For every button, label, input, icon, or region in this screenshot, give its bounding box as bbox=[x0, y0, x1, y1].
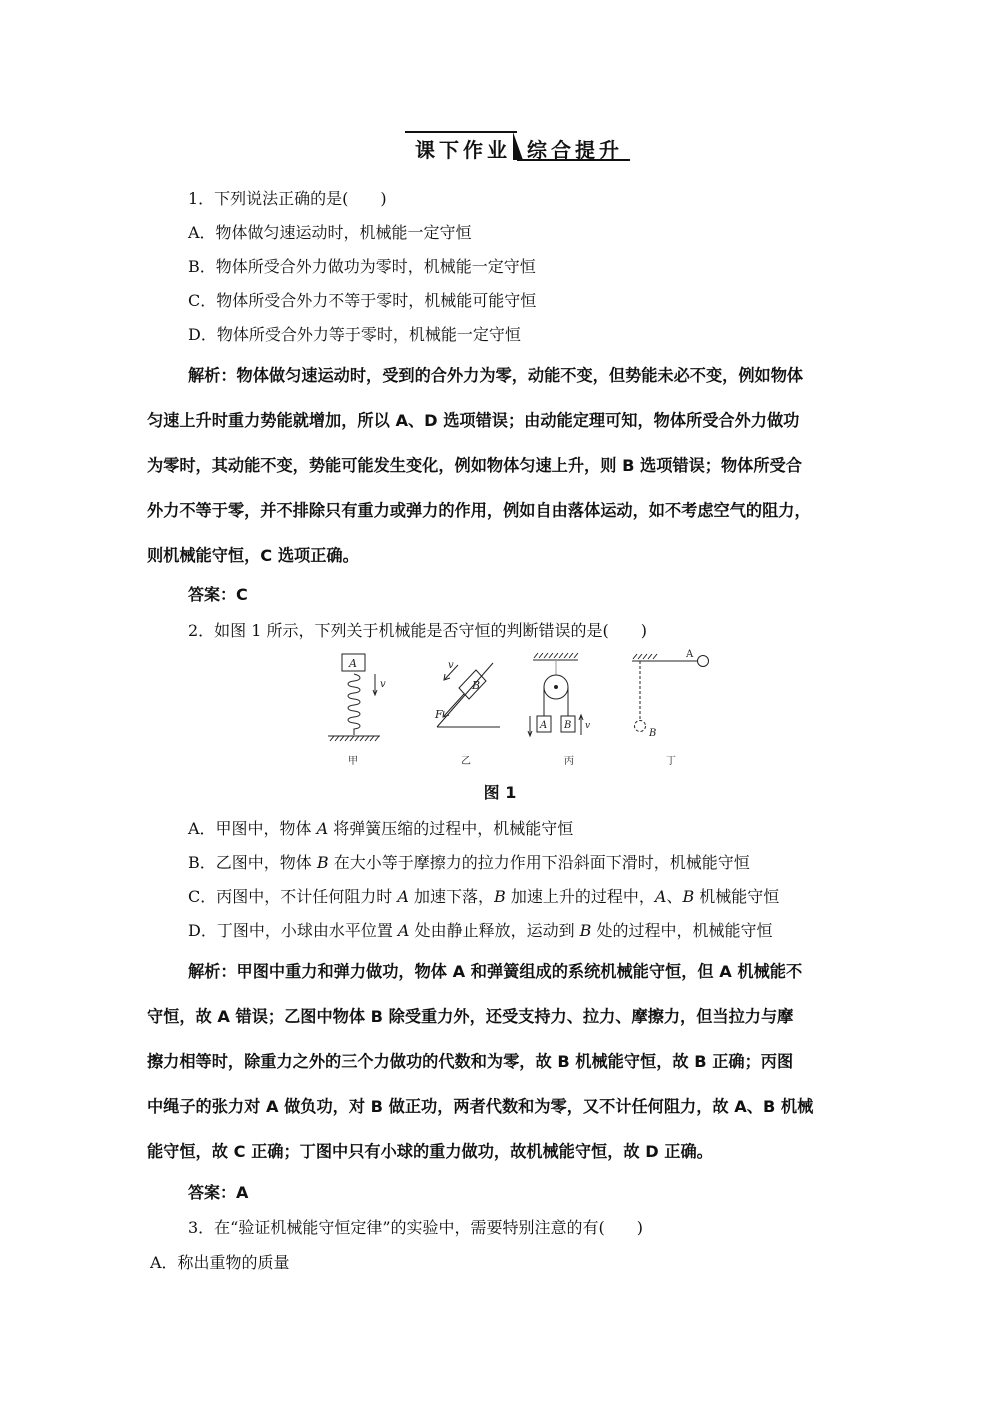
q1-option-a: A．物体做匀速运动时，机械能一定守恒 bbox=[188, 223, 472, 242]
option-var: A bbox=[397, 921, 410, 940]
title-left: 课下作业 bbox=[415, 138, 511, 162]
option-text: 加速下落， bbox=[408, 887, 494, 906]
ground-hatch bbox=[330, 736, 379, 741]
option-var: B bbox=[682, 887, 695, 906]
q2-analysis-line: 中绳子的张力对 A 做负功，对 B 做正功，两者代数和为零，又不计任何阻力，故 A、B 机械 bbox=[147, 1097, 814, 1116]
option-text: 处由静止释放，运动到 bbox=[409, 921, 580, 940]
q2-option-d bbox=[188, 918, 773, 941]
option-var: A bbox=[397, 887, 409, 906]
option-text: 机械能守恒 bbox=[694, 887, 780, 906]
option-text: 处的过程中，机械能守恒 bbox=[591, 921, 773, 940]
q2-answer: 答案：A bbox=[188, 1183, 249, 1202]
q3-stem: 3．在“验证机械能守恒定律”的实验中，需要特别注意的有( ) bbox=[188, 1218, 644, 1237]
option-text: 、 bbox=[666, 887, 683, 906]
spring-icon bbox=[348, 674, 360, 735]
option-text: A．甲图中，物体 bbox=[188, 819, 317, 838]
q1-analysis-line: 外力不等于零，并不排除只有重力或弹力的作用，例如自由落体运动，如不考虑空气的阻力， bbox=[147, 501, 811, 520]
ball-dashed-icon bbox=[635, 721, 646, 732]
q2-option-b bbox=[188, 850, 750, 873]
panel-label-yi: 乙 bbox=[461, 756, 471, 767]
q1-stem: 1．下列说法正确的是( ) bbox=[188, 189, 387, 208]
q2-analysis-line: 能守恒，故 C 正确；丁图中只有小球的重力做功，故机械能守恒，故 D 正确。 bbox=[147, 1142, 713, 1161]
option-text: D．丁图中，小球由水平位置 bbox=[188, 921, 398, 940]
ball-icon bbox=[698, 656, 709, 667]
q1-answer: 答案：C bbox=[188, 585, 248, 604]
q3-option-a: A．称出重物的质量 bbox=[150, 1253, 290, 1272]
option-text: C．丙图中，不计任何阻力时 bbox=[188, 887, 398, 906]
yi-block-label: B bbox=[472, 679, 481, 692]
force-arrow bbox=[444, 694, 464, 716]
option-text: B．乙图中，物体 bbox=[188, 853, 317, 872]
option-var: B bbox=[494, 887, 506, 906]
figure-1 bbox=[320, 648, 730, 778]
section-title bbox=[405, 128, 630, 164]
option-var: A bbox=[654, 887, 667, 906]
jia-block-label: A bbox=[349, 657, 357, 670]
q2-option-a bbox=[188, 816, 573, 839]
bing-v-label: v bbox=[585, 721, 591, 731]
q1-analysis-line: 则机械能守恒，C 选项正确。 bbox=[147, 546, 359, 565]
option-text: 在大小等于摩擦力的拉力作用下沿斜面下滑时，机械能守恒 bbox=[328, 853, 750, 872]
option-text: 加速上升的过程中， bbox=[505, 887, 655, 906]
q2-analysis-line: 解析：甲图中重力和弹力做功，物体 A 和弹簧组成的系统机械能守恒，但 A 机械能不 bbox=[188, 962, 803, 981]
q1-option-c: C．物体所受合外力不等于零时，机械能可能守恒 bbox=[188, 291, 537, 310]
option-text: 将弹簧压缩的过程中，机械能守恒 bbox=[328, 819, 574, 838]
ding-b-label: B bbox=[649, 728, 657, 739]
panel-label-bing: 丙 bbox=[564, 756, 574, 767]
bing-b-label: B bbox=[564, 720, 572, 731]
title-rule-top bbox=[405, 131, 517, 133]
q1-option-d: D．物体所受合外力等于零时，机械能一定守恒 bbox=[188, 325, 521, 344]
panel-yi-diagram bbox=[437, 663, 500, 727]
ding-a-label: A bbox=[686, 649, 694, 660]
q2-option-c bbox=[188, 884, 779, 907]
figure-caption: 图 1 bbox=[483, 783, 517, 802]
panel-bing-diagram bbox=[528, 653, 583, 736]
panel-ding-diagram bbox=[632, 654, 709, 732]
q1-analysis-line: 匀速上升时重力势能就增加，所以 A、D 选项错误；由动能定理可知，物体所受合外力做功 bbox=[147, 411, 800, 430]
panel-label-jia: 甲 bbox=[348, 756, 358, 767]
q2-analysis-line: 守恒，故 A 错误；乙图中物体 B 除受重力外，还受支持力、拉力、摩擦力，但当拉力与摩 bbox=[147, 1007, 794, 1026]
q1-analysis-line: 为零时，其动能不变，势能可能发生变化，例如物体匀速上升，则 B 选项错误；物体所受合 bbox=[147, 456, 802, 475]
q1-option-b: B．物体所受合外力做功为零时，机械能一定守恒 bbox=[188, 257, 536, 276]
title-right: 综合提升 bbox=[527, 138, 623, 162]
option-var: B bbox=[579, 921, 592, 940]
yi-f-label: F bbox=[435, 708, 443, 721]
panel-label-ding: 丁 bbox=[666, 756, 676, 767]
q2-analysis-line: 擦力相等时，除重力之外的三个力做功的代数和为零，故 B 机械能守恒，故 B 正确；丙图 bbox=[147, 1052, 794, 1071]
option-var: B bbox=[316, 853, 329, 872]
q1-analysis-line: 解析：物体做匀速运动时，受到的合外力为零，动能不变，但势能未必不变，例如物体 bbox=[188, 366, 804, 385]
yi-v-label: v bbox=[448, 660, 454, 671]
title-wedge bbox=[513, 132, 523, 160]
jia-v-label: v bbox=[380, 679, 386, 690]
option-var: A bbox=[316, 819, 329, 838]
bing-a-label: A bbox=[540, 720, 548, 731]
q2-stem: 2．如图 1 所示，下列关于机械能是否守恒的判断错误的是( ) bbox=[188, 621, 648, 640]
